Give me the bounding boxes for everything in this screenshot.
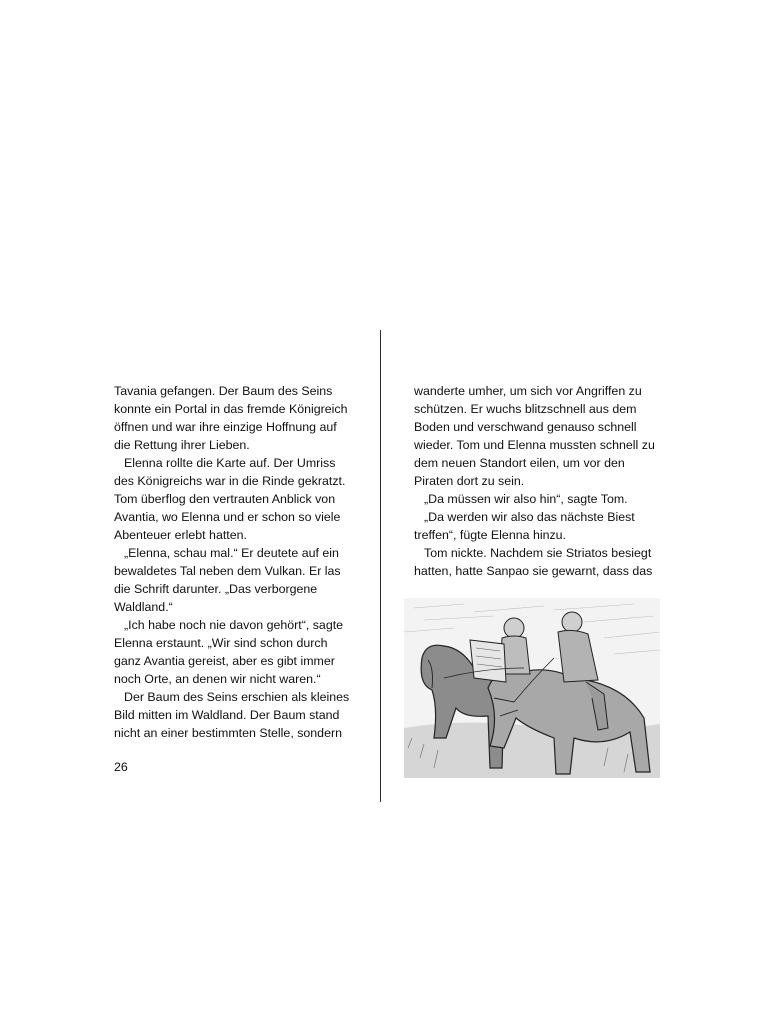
- text-line: Elenna erstaunt. „Wir sind schon durch: [114, 636, 328, 650]
- text-line: bewaldetes Tal neben dem Vulkan. Er las: [114, 564, 341, 578]
- text-line: hatten, hatte Sanpao sie gewarnt, dass das: [414, 564, 653, 578]
- text-line: die Schrift darunter. „Das verborgene: [114, 582, 318, 596]
- left_page-paragraph: [114, 544, 350, 616]
- text-line: ganz Avantia gereist, aber es gibt immer: [114, 654, 335, 668]
- text-line: Elenna rollte die Karte auf. Der Umriss: [124, 456, 336, 470]
- text-line: Piraten dort zu sein.: [414, 474, 525, 488]
- right_page-paragraph: [414, 508, 662, 544]
- text-line: „Da werden wir also das nächste Biest: [424, 510, 635, 524]
- right_page-paragraph: [414, 544, 662, 580]
- text-line: Tom nickte. Nachdem sie Striatos besiegt: [424, 546, 652, 560]
- text-line: treffen“, fügte Elenna hinzu.: [414, 528, 567, 542]
- page-number: 26: [114, 760, 128, 774]
- text-line: des Königreichs war in die Rinde gekratzt.: [114, 474, 346, 488]
- text-line: noch Orte, an denen wir nicht waren.“: [114, 672, 321, 686]
- text-line: dem neuen Standort eilen, um vor den: [414, 456, 625, 470]
- text-line: Abenteuer erlebt hatten.: [114, 528, 247, 542]
- text-line: nicht an einer bestimmten Stelle, sondern: [114, 726, 342, 740]
- text-line: wanderte umher, um sich vor Angriffen zu: [414, 384, 642, 398]
- text-line: Avantia, wo Elenna und er schon so viele: [114, 510, 341, 524]
- text-line: Bild mitten im Waldland. Der Baum stand: [114, 708, 340, 722]
- text-line: die Rettung ihrer Lieben.: [114, 438, 250, 452]
- text-line: „Ich habe noch nie davon gehört“, sagte: [124, 618, 344, 632]
- illustration-riders-on-horses: [404, 598, 660, 778]
- right_page-paragraph: [414, 490, 662, 508]
- left_page-paragraph: [114, 616, 350, 688]
- text-line: Der Baum des Seins erschien als kleines: [124, 690, 350, 704]
- text-line: schützen. Er wuchs blitzschnell aus dem: [414, 402, 637, 416]
- left_page-paragraph: [114, 688, 350, 742]
- text-line: konnte ein Portal in das fremde Königreich: [114, 402, 348, 416]
- text-line: Waldland.“: [114, 600, 173, 614]
- text-line: wieder. Tom und Elenna mussten schnell zu: [414, 438, 655, 452]
- text-line: Boden und verschwand genauso schnell: [414, 420, 637, 434]
- text-line: „Da müssen wir also hin“, sagte Tom.: [424, 492, 628, 506]
- left_page-paragraph: [114, 454, 350, 544]
- text-line: „Elenna, schau mal.“ Er deutete auf ein: [124, 546, 339, 560]
- book-gutter-divider: [380, 330, 381, 802]
- left_page-paragraph: [114, 382, 350, 454]
- text-line: öffnen und war ihre einzige Hoffnung auf: [114, 420, 337, 434]
- right-page-text: [414, 382, 662, 580]
- right_page-paragraph: [414, 382, 662, 490]
- text-line: Tom überflog den vertrauten Anblick von: [114, 492, 336, 506]
- text-line: Tavania gefangen. Der Baum des Seins: [114, 384, 333, 398]
- left-page-text: [114, 382, 350, 742]
